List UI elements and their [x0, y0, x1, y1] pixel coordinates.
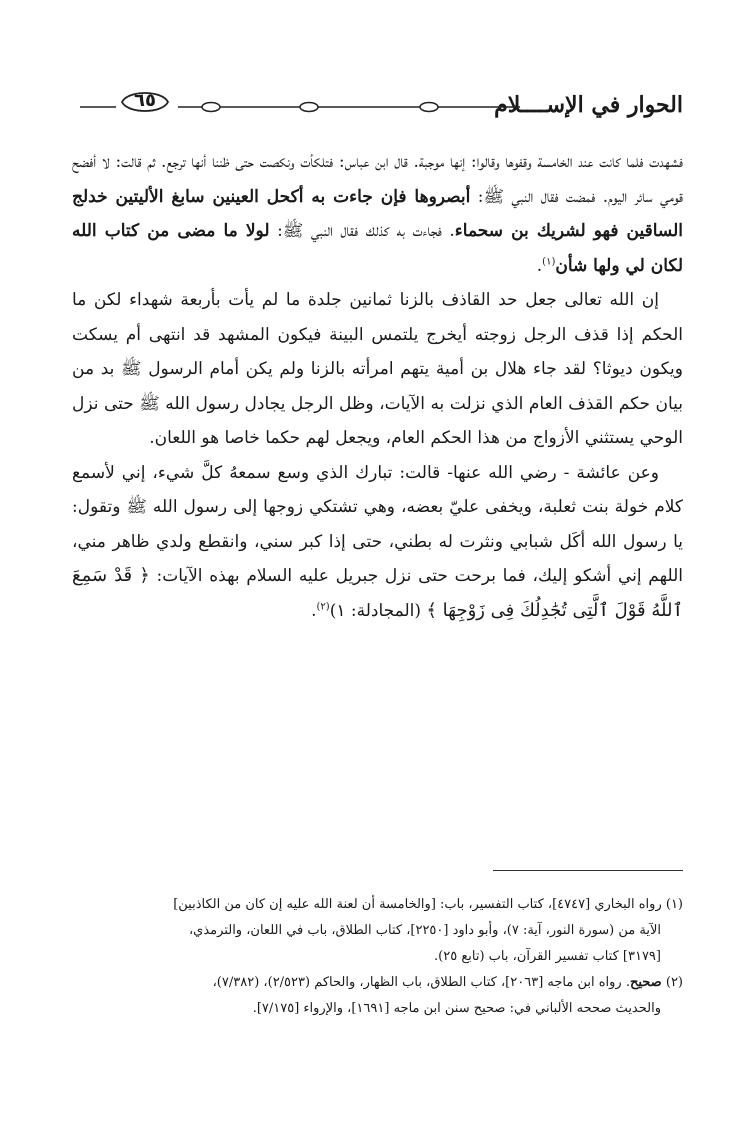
p1-text-2: . فجاءت به كذلك فقال النبي ﷺ: — [269, 221, 455, 241]
running-header-title: الحوار في الإســــلام — [494, 92, 683, 118]
footnote-2-number: (٢) — [661, 975, 683, 990]
p3-text: وعن عائشة - رضي الله عنها- قالت: تبارك الذي وسع سمعهُ كلَّ شيء، إني لأسمع كلام خولة بنت ثعلبة، ويخفى عليّ بعضه، وهي تشتكي زوجها إلى رسول الله ﷺ وتقول: يا رسول الله أكَل شبابي ونثرت له بطني، حتى إذا كبر سني، وانقطع ولدي ظاهر مني، اللهم إني أشكو إليك، فما برحت حتى نزل جبريل عليه السلام بهذه الآيات: — [72, 462, 683, 586]
paragraph-3 — [72, 456, 683, 629]
hadith-quote-2: لولا ما مضى من كتاب الله لكان لي ولها شأن — [72, 221, 683, 276]
footnote-2-grade: صحيح — [629, 975, 662, 990]
p3-end: . — [311, 600, 317, 621]
footnote-separator — [493, 870, 683, 871]
footnote-2-line-1 — [66, 970, 683, 996]
footnote-2-line-2: والحديث صححه الألباني في: صحيح سنن ابن ماجه [١٦٩١]، والإرواء [٧/١٧٥]. — [252, 1001, 661, 1016]
page-number: ٦٥ — [134, 90, 156, 111]
main-text — [72, 145, 683, 628]
footnote-ref-2[interactable]: (٢) — [316, 600, 330, 612]
hadith-quote-1: أبصروها فإن جاءت به أكحل العينين سابغ الأليتين خدلج الساقين فهو لشريك بن سحماء — [72, 186, 684, 241]
footnote-1-line-1: (١) رواه البخاري [٤٧٤٧]، كتاب التفسير، باب: [والخامسة أن لعنة الله عليه إن كان من الكاذبين] — [173, 897, 683, 912]
footnote-1-line-2: الآية من (سورة النور، آية: ٧)، وأبو داود [٢٢٥٠]، كتاب الطلاق، باب في اللعان، والترمذي، — [188, 923, 661, 938]
footnote-1-line-3: [٣١٧٩] كتاب تفسير القرآن، باب (تابع ٢٥). — [434, 949, 661, 964]
footnote-2-text: . رواه ابن ماجه [٢٠٦٣]، كتاب الطلاق، باب الظهار، والحاكم (٢/٥٢٣)، (٧/٣٨٢)، — [212, 975, 630, 990]
verse-reference: (المجادلة: ١) — [329, 600, 427, 621]
paragraph-2: إن الله تعالى جعل حد القاذف بالزنا ثمانين جلدة ما لم يأت بأربعة شهداء لكن ما الحكم إذا قذف الرجل زوجته أيخرج يلتمس البينة فيكون المشهد قد انتهى أم يسكت ويكون ديوثا؟ لقد جاء هلال بن أمية يتهم امرأته بالزنا ولم يكن أمام الرسول ﷺ بد من بيان حكم القذف العام الذي نزلت به الآيات، وظل الرجل يجادل رسول الله ﷺ حتى نزل الوحي يستثني الأزواج من هذا الحكم العام، ويجعل لهم حكما خاصا هو اللعان. — [72, 290, 683, 448]
p1-end: . — [536, 255, 543, 276]
page-number-badge — [118, 86, 172, 118]
paragraph-1 — [72, 145, 683, 283]
footnotes — [66, 892, 683, 1022]
quran-verse: ﴿ قَدْ سَمِعَ ٱللَّهُ قَوْلَ ٱلَّتِى تُجَٰدِلُكَ فِى زَوْجِهَا ﴾ — [72, 565, 683, 621]
p1-text-1: فشهدت فلما كانت عند الخامسة وقفوها وقالوا: إنها موجبة. قال ابن عباس: فتلكأت ونكصت حتى ظننا أنها ترجع. ثم قالت: لا أفضح قومي سائر اليوم. فمضت فقال النبي ﷺ: — [72, 152, 683, 207]
footnote-ref-1[interactable]: (١) — [542, 255, 556, 267]
